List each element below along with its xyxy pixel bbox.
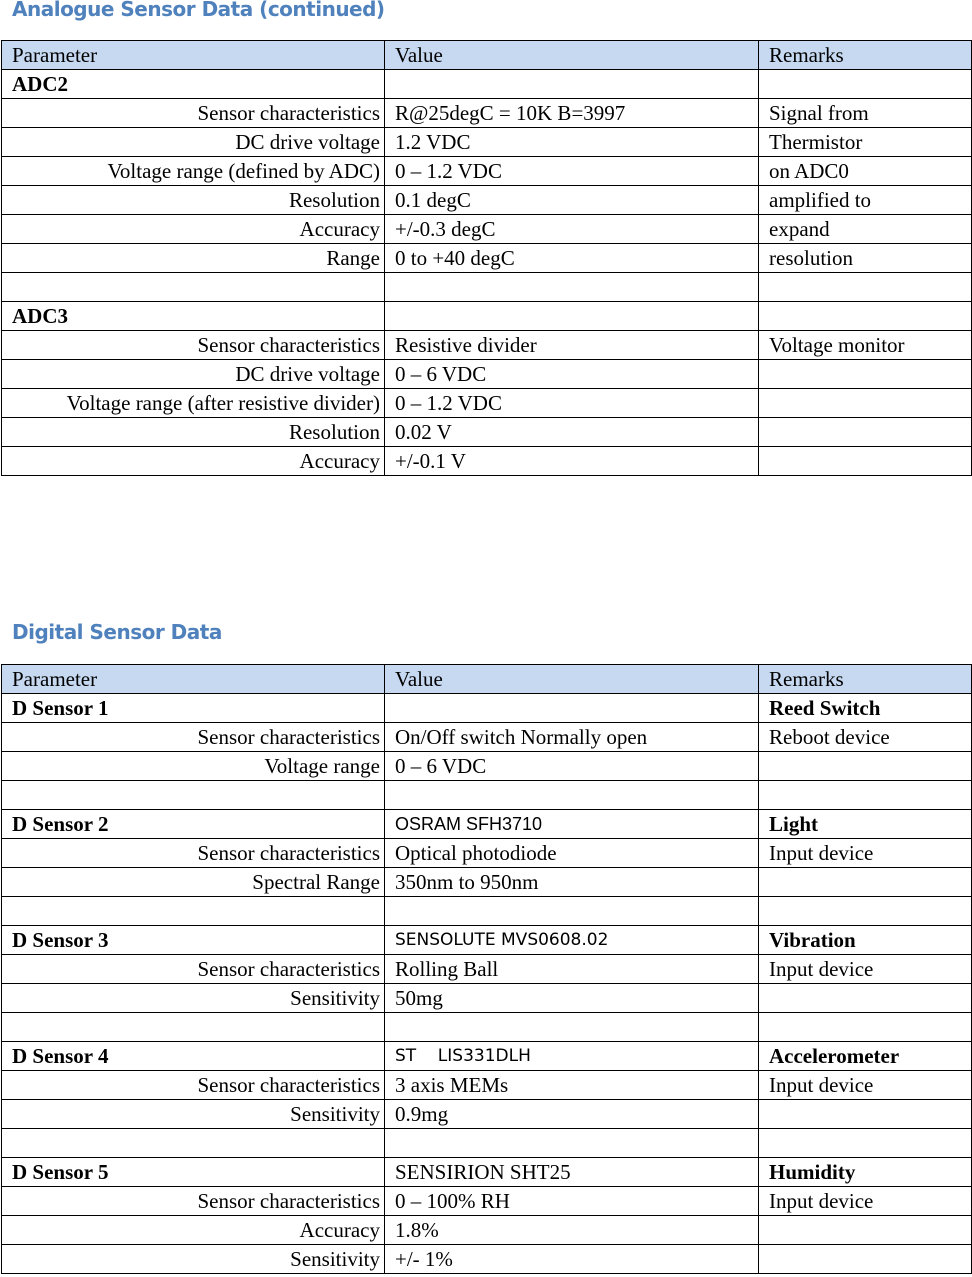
group-label: ADC3	[2, 302, 385, 331]
param-cell: Sensor characteristics	[2, 1187, 385, 1216]
empty-row	[2, 897, 972, 926]
sensor-name: D Sensor 5	[2, 1158, 385, 1187]
sensor-part: ST LIS331DLH	[385, 1042, 759, 1071]
table-cell	[2, 897, 385, 926]
table-cell	[759, 302, 972, 331]
sensor-name: D Sensor 3	[2, 926, 385, 955]
table-cell	[385, 781, 759, 810]
sensor-type: Humidity	[759, 1158, 972, 1187]
param-cell: DC drive voltage	[2, 360, 385, 389]
remarks-cell: resolution	[759, 244, 972, 273]
param-cell: Sensor characteristics	[2, 955, 385, 984]
table-row	[2, 244, 972, 273]
table-cell	[385, 1129, 759, 1158]
value-cell: 0 – 6 VDC	[385, 360, 759, 389]
value-cell: 0 – 6 VDC	[385, 752, 759, 781]
remarks-cell: amplified to	[759, 186, 972, 215]
empty-row	[2, 273, 972, 302]
remarks-cell: Input device	[759, 1187, 972, 1216]
remarks-cell	[759, 389, 972, 418]
sensor-row-d1	[2, 694, 972, 723]
value-cell: 3 axis MEMs	[385, 1071, 759, 1100]
sensor-type: Reed Switch	[759, 694, 972, 723]
table-cell	[385, 1013, 759, 1042]
table-row	[2, 360, 972, 389]
remarks-cell: Input device	[759, 955, 972, 984]
remarks-cell	[759, 1216, 972, 1245]
remarks-cell: Thermistor	[759, 128, 972, 157]
column-header-parameter: Parameter	[2, 41, 385, 70]
table-cell	[2, 781, 385, 810]
table-row	[2, 215, 972, 244]
table-row	[2, 1245, 972, 1274]
table-cell	[759, 273, 972, 302]
table-row	[2, 186, 972, 215]
table-cell	[759, 1013, 972, 1042]
table-row	[2, 984, 972, 1013]
value-cell: Rolling Ball	[385, 955, 759, 984]
param-cell: Accuracy	[2, 215, 385, 244]
sensor-type: Accelerometer	[759, 1042, 972, 1071]
sensor-part: SENSOLUTE MVS0608.02	[385, 926, 759, 955]
sensor-part	[385, 694, 759, 723]
table-row	[2, 418, 972, 447]
param-cell: Sensitivity	[2, 1100, 385, 1129]
table-row	[2, 1216, 972, 1245]
param-cell: Resolution	[2, 186, 385, 215]
value-cell: R@25degC = 10K B=3997	[385, 99, 759, 128]
table-row	[2, 839, 972, 868]
analogue-sensor-table	[1, 40, 972, 476]
digital-section-heading: Digital Sensor Data	[12, 620, 222, 644]
sensor-part: OSRAM SFH3710	[385, 810, 759, 839]
value-cell: 350nm to 950nm	[385, 868, 759, 897]
param-cell: Voltage range (after resistive divider)	[2, 389, 385, 418]
remarks-cell: Input device	[759, 1071, 972, 1100]
value-cell: +/-0.3 degC	[385, 215, 759, 244]
value-cell: 0.9mg	[385, 1100, 759, 1129]
param-cell: Accuracy	[2, 447, 385, 476]
param-cell: Range	[2, 244, 385, 273]
table-cell	[759, 70, 972, 99]
analogue-section-heading: Analogue Sensor Data (continued)	[12, 0, 385, 21]
remarks-cell	[759, 984, 972, 1013]
value-cell: Optical photodiode	[385, 839, 759, 868]
param-cell: Voltage range	[2, 752, 385, 781]
remarks-cell: Signal from	[759, 99, 972, 128]
sensor-row-d2	[2, 810, 972, 839]
column-header-value: Value	[385, 665, 759, 694]
remarks-cell: Input device	[759, 839, 972, 868]
table-cell	[2, 273, 385, 302]
empty-row	[2, 1129, 972, 1158]
param-cell: Sensor characteristics	[2, 723, 385, 752]
column-header-remarks: Remarks	[759, 665, 972, 694]
param-cell: Sensitivity	[2, 1245, 385, 1274]
value-cell: On/Off switch Normally open	[385, 723, 759, 752]
table-row	[2, 723, 972, 752]
param-cell: Resolution	[2, 418, 385, 447]
sensor-row-d3	[2, 926, 972, 955]
table-row	[2, 868, 972, 897]
value-cell: +/- 1%	[385, 1245, 759, 1274]
table-cell	[385, 302, 759, 331]
sensor-type: Vibration	[759, 926, 972, 955]
param-cell: Spectral Range	[2, 868, 385, 897]
remarks-cell	[759, 1100, 972, 1129]
remarks-cell	[759, 418, 972, 447]
table-row	[2, 1100, 972, 1129]
value-cell: Resistive divider	[385, 331, 759, 360]
sensor-name: D Sensor 2	[2, 810, 385, 839]
sensor-row-d4	[2, 1042, 972, 1071]
table-cell	[385, 273, 759, 302]
table-cell	[385, 897, 759, 926]
table-cell	[759, 1129, 972, 1158]
remarks-cell	[759, 868, 972, 897]
param-cell: Accuracy	[2, 1216, 385, 1245]
value-cell: 0 – 1.2 VDC	[385, 389, 759, 418]
sensor-name: D Sensor 4	[2, 1042, 385, 1071]
param-cell: Sensor characteristics	[2, 331, 385, 360]
value-cell: 0 – 1.2 VDC	[385, 157, 759, 186]
value-cell: 0 – 100% RH	[385, 1187, 759, 1216]
table-cell	[385, 70, 759, 99]
param-cell: Sensitivity	[2, 984, 385, 1013]
remarks-cell	[759, 1245, 972, 1274]
value-cell: +/-0.1 V	[385, 447, 759, 476]
value-cell: 0 to +40 degC	[385, 244, 759, 273]
param-cell: Voltage range (defined by ADC)	[2, 157, 385, 186]
table-row	[2, 157, 972, 186]
table-row	[2, 1071, 972, 1100]
table-cell	[2, 1129, 385, 1158]
table-row	[2, 1187, 972, 1216]
table-cell	[2, 1013, 385, 1042]
table-header-row	[2, 665, 972, 694]
param-cell: Sensor characteristics	[2, 839, 385, 868]
table-cell	[759, 897, 972, 926]
table-row	[2, 99, 972, 128]
remarks-cell: expand	[759, 215, 972, 244]
value-cell: 0.1 degC	[385, 186, 759, 215]
remarks-cell: Voltage monitor	[759, 331, 972, 360]
empty-row	[2, 781, 972, 810]
remarks-cell	[759, 447, 972, 476]
sensor-type: Light	[759, 810, 972, 839]
empty-row	[2, 1013, 972, 1042]
value-cell: 1.2 VDC	[385, 128, 759, 157]
param-cell: DC drive voltage	[2, 128, 385, 157]
column-header-remarks: Remarks	[759, 41, 972, 70]
table-row	[2, 389, 972, 418]
value-cell: 1.8%	[385, 1216, 759, 1245]
value-cell: 0.02 V	[385, 418, 759, 447]
table-row	[2, 331, 972, 360]
param-cell: Sensor characteristics	[2, 1071, 385, 1100]
table-cell	[759, 781, 972, 810]
remarks-cell: Reboot device	[759, 723, 972, 752]
remarks-cell	[759, 360, 972, 389]
value-cell: 50mg	[385, 984, 759, 1013]
group-row-adc2	[2, 70, 972, 99]
sensor-row-d5	[2, 1158, 972, 1187]
param-cell: Sensor characteristics	[2, 99, 385, 128]
table-row	[2, 752, 972, 781]
table-row	[2, 447, 972, 476]
sensor-name: D Sensor 1	[2, 694, 385, 723]
group-row-adc3	[2, 302, 972, 331]
remarks-cell: on ADC0	[759, 157, 972, 186]
column-header-parameter: Parameter	[2, 665, 385, 694]
table-row	[2, 128, 972, 157]
table-row	[2, 955, 972, 984]
remarks-cell	[759, 752, 972, 781]
sensor-part: SENSIRION SHT25	[385, 1158, 759, 1187]
column-header-value: Value	[385, 41, 759, 70]
table-header-row	[2, 41, 972, 70]
group-label: ADC2	[2, 70, 385, 99]
digital-sensor-table	[1, 664, 972, 1274]
